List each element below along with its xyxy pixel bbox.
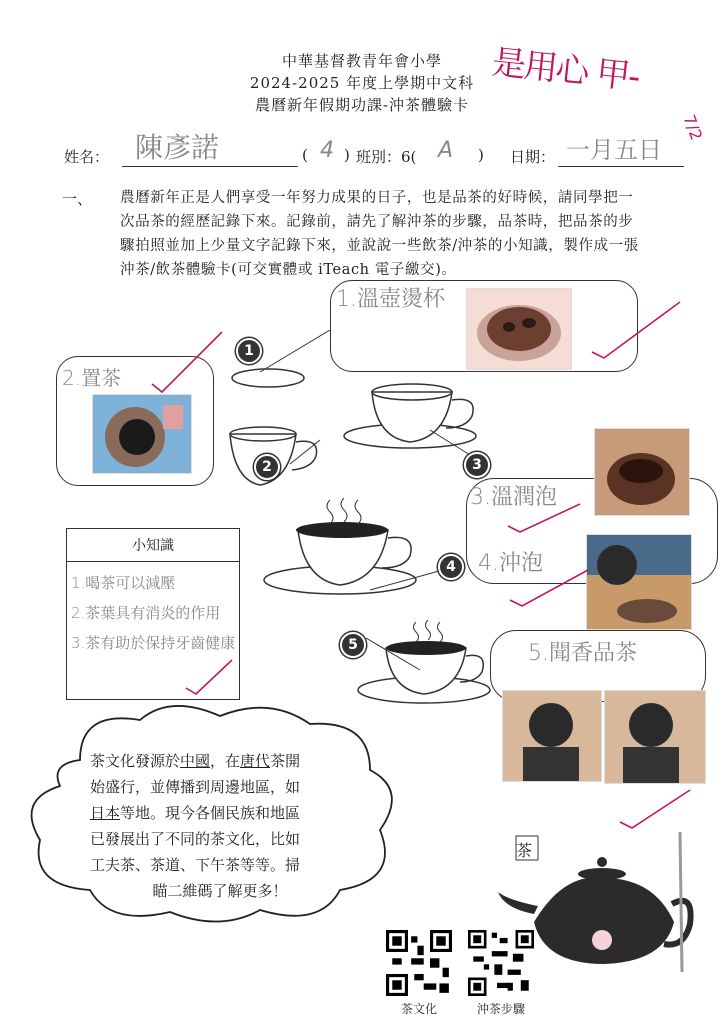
cloud-line: 日本等地。現今各個民族和地區 xyxy=(90,804,301,822)
school-name: 中華基督教青年會小學 xyxy=(281,52,442,70)
qr-label-brewing-steps: 沖茶步驟 xyxy=(476,1002,525,1016)
knowledge-item: 2.茶葉具有消炎的作用 xyxy=(71,604,221,622)
step5-photo-a xyxy=(502,690,602,782)
class-value: A xyxy=(438,138,454,163)
boy-pouring-photo-icon xyxy=(587,535,691,629)
task-title: 農曆新年假期功課-沖茶體驗卡 xyxy=(254,96,470,114)
name-underline xyxy=(122,166,298,167)
qr-label-tea-culture: 茶文化 xyxy=(400,1002,437,1016)
step5-photo-b xyxy=(604,690,706,784)
boy-smelling-photo-icon xyxy=(605,691,705,783)
instruction-line: 沖茶/飲茶體驗卡(可交實體或 iTeach 電子繳交)。 xyxy=(120,262,457,278)
teapot-lid-photo-icon xyxy=(93,395,191,473)
step2-number: 2 xyxy=(254,454,280,480)
step3-photo xyxy=(594,428,690,516)
instruction-marker: 一、 xyxy=(62,190,93,208)
cloud-line: 瞄二維碼了解更多！ xyxy=(152,882,288,900)
cloud-line: 工夫茶、茶道、下午茶等等。掃 xyxy=(90,856,301,874)
number-open: ( xyxy=(302,146,308,164)
class-label: 班別：6( xyxy=(356,148,417,166)
class-close: ) xyxy=(478,146,484,164)
date-value: 一月五日 xyxy=(566,136,662,164)
term-title: 2024-2025 年度上學期中文科 xyxy=(249,74,475,92)
qr-code-brewing-steps[interactable] xyxy=(468,930,534,996)
check-mark-icon xyxy=(620,790,690,828)
cloud-line: 始盛行，並傳播到周邊地區，如 xyxy=(90,778,301,796)
cloud-line: 已發展出了不同的茶文化，比如 xyxy=(90,830,301,848)
instruction-line: 農曆新年正是人們享受一年努力成果的日子，也是品茶的好時候，請同學把一 xyxy=(120,190,634,206)
tea-stamp: 茶 xyxy=(516,841,533,860)
boy-drinking-photo-icon xyxy=(503,691,601,781)
knowledge-card xyxy=(66,528,240,700)
instruction-text xyxy=(120,186,690,282)
number-value: 4 xyxy=(320,138,334,163)
instruction-line: 次品茶的經歷記錄下來。記錄前，請先了解沖茶的步驟，品茶時，把品茶的步 xyxy=(120,214,634,230)
knowledge-list xyxy=(67,562,239,664)
name-value: 陳彥諾 xyxy=(135,131,220,164)
step5-number: 5 xyxy=(340,632,366,658)
grade-fraction: 7/2 xyxy=(679,112,707,143)
cloud-line: 茶文化發源於中國，在唐代茶開 xyxy=(90,752,301,770)
cloud-text xyxy=(90,748,350,904)
step2-label: 2.置茶 xyxy=(62,366,122,390)
knowledge-title: 小知識 xyxy=(67,529,239,562)
name-label: 姓名： xyxy=(64,148,110,166)
teapot-water-photo-icon xyxy=(595,429,689,515)
instruction-line: 驟拍照並加上少量文字記錄下來，並說說一些飲茶/沖茶的小知識，製作成一張 xyxy=(120,238,639,254)
step4-label: 4.沖泡 xyxy=(478,551,543,576)
number-close: ) xyxy=(344,146,350,164)
step4-number: 4 xyxy=(438,554,464,580)
knowledge-item: 3.茶有助於保持牙齒健康 xyxy=(71,634,236,652)
knowledge-item: 1.喝茶可以減壓 xyxy=(71,574,176,592)
step3-number: 3 xyxy=(464,452,490,478)
qr-code-tea-culture[interactable] xyxy=(386,930,452,996)
step4-photo xyxy=(586,534,692,630)
date-underline xyxy=(558,166,684,167)
tea-cups-illustration xyxy=(220,330,510,730)
step1-label: 1.溫壺燙杯 xyxy=(336,287,445,312)
step3-label: 3.溫潤泡 xyxy=(470,485,557,510)
step1-number: 1 xyxy=(236,338,262,364)
date-label: 日期： xyxy=(510,148,556,166)
step5-label: 5.聞香品茶 xyxy=(528,641,637,666)
step2-photo xyxy=(92,394,192,474)
teacher-comment: 是用心 甲- xyxy=(489,42,641,98)
